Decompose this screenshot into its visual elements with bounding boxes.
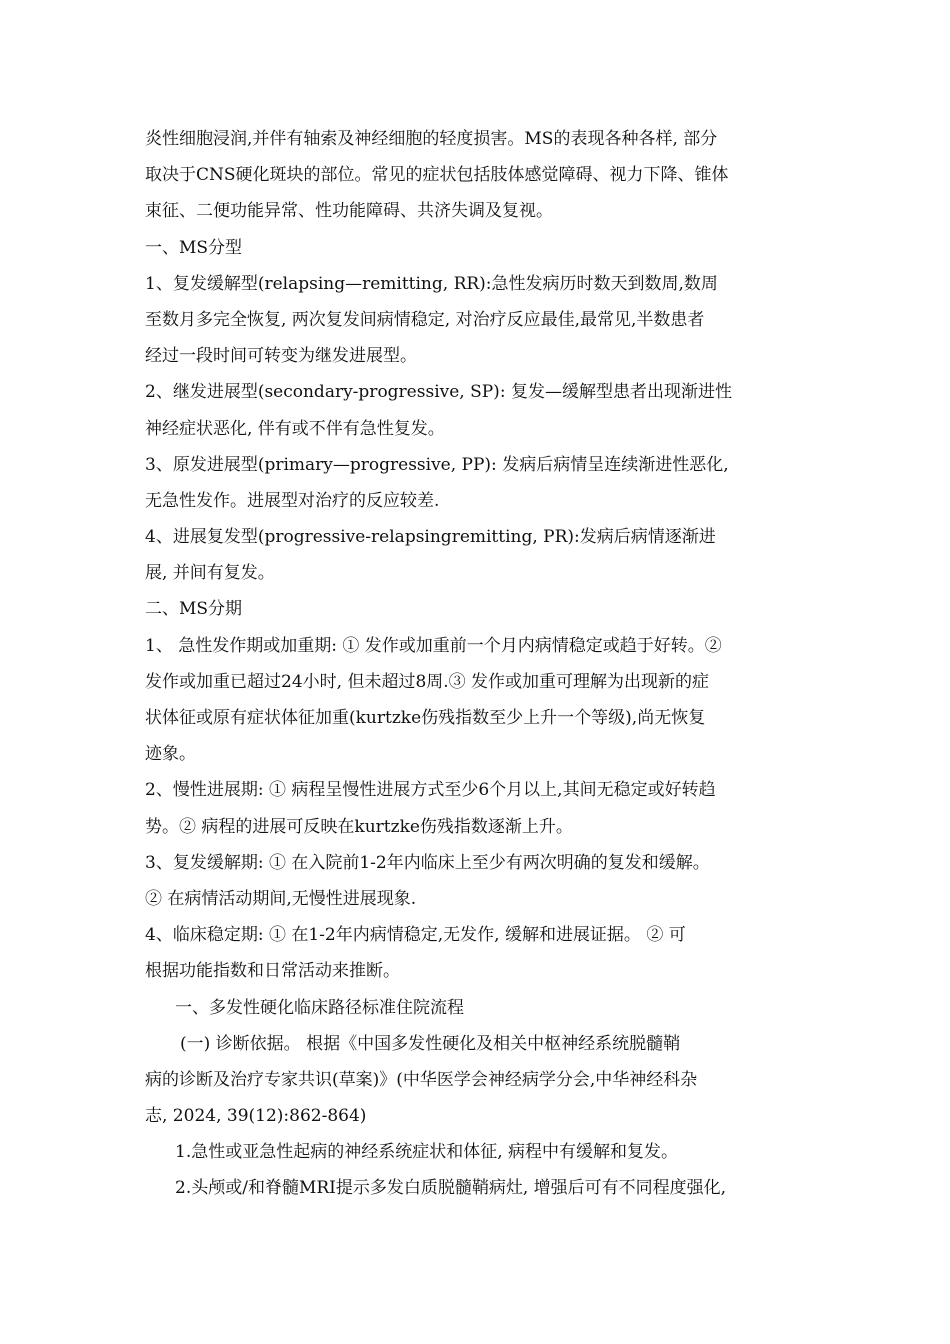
section-heading-clinical-pathway: 一、多发性硬化临床路径标准住院流程 bbox=[175, 997, 464, 1018]
body-text-line: 经过一段时间可转变为继发进展型。 bbox=[145, 346, 417, 367]
body-text-line: 至数月多完全恢复, 两次复发间病情稳定, 对治疗反应最佳,最常见,半数患者 bbox=[145, 309, 705, 330]
document-body bbox=[145, 121, 815, 1207]
subsection-heading-diagnosis: (一) 诊断依据。 根据《中国多发性硬化及相关中枢神经系统脱髓鞘 bbox=[180, 1033, 681, 1054]
body-text-line: 志, 2024, 39(12):862-864) bbox=[145, 1106, 367, 1127]
body-text-line: 病的诊断及治疗专家共识(草案)》(中华医学会神经病学分会,中华神经科杂 bbox=[145, 1069, 698, 1090]
body-text-line: 取决于CNS硬化斑块的部位。常见的症状包括肢体感觉障碍、视力下降、锥体 bbox=[145, 165, 729, 186]
body-text-line: 束征、二便功能异常、性功能障碍、共济失调及复视。 bbox=[145, 201, 553, 222]
body-text-line: 根据功能指数和日常活动来推断。 bbox=[145, 961, 400, 982]
list-item-stage-4: 4、临床稳定期: ① 在1-2年内病情稳定,无发作, 缓解和进展证据。 ② 可 bbox=[145, 925, 686, 946]
body-text-line: ② 在病情活动期间,无慢性进展现象. bbox=[145, 888, 417, 909]
body-text-line: 无急性发作。进展型对治疗的反应较差. bbox=[145, 490, 440, 511]
list-item-stage-3: 3、复发缓解期: ① 在入院前1-2年内临床上至少有两次明确的复发和缓解。 bbox=[145, 852, 710, 873]
list-item-stage-1: 1、 急性发作期或加重期: ① 发作或加重前一个月内病情稳定或趋于好转。② bbox=[145, 635, 722, 656]
section-heading-ms-stages: 二、MS分期 bbox=[145, 599, 243, 620]
body-text-line: 神经症状恶化, 伴有或不伴有急性复发。 bbox=[145, 418, 445, 439]
body-text-line: 迹象。 bbox=[145, 744, 196, 765]
list-item-type-2: 2、继发进展型(secondary-progressive, SP): 复发—缓解型患者出现渐进性 bbox=[145, 382, 732, 403]
list-item-stage-2: 2、慢性进展期: ① 病程呈慢性进展方式至少6个月以上,其间无稳定或好转趋 bbox=[145, 780, 716, 801]
list-item-type-3: 3、原发进展型(primary—progressive, PP): 发病后病情呈连续渐进性恶化, bbox=[145, 454, 729, 475]
section-heading-ms-types: 一、MS分型 bbox=[145, 237, 243, 258]
body-text-line: 势。② 病程的进展可反映在kurtzke伤残指数逐渐上升。 bbox=[145, 816, 573, 837]
body-text-line: 炎性细胞浸润,并伴有轴索及神经细胞的轻度损害。MS的表现各种各样, 部分 bbox=[145, 129, 718, 149]
body-text-line: 状体征或原有症状体征加重(kurtzke伤残指数至少上升一个等级),尚无恢复 bbox=[145, 708, 706, 728]
body-text-line: 发作或加重已超过24小时, 但未超过8周.③ 发作或加重可理解为出现新的症 bbox=[145, 671, 710, 692]
body-text-line: 展, 并间有复发。 bbox=[145, 563, 275, 584]
list-item-type-4: 4、进展复发型(progressive-relapsingremitting, PR):发病后病情逐渐进 bbox=[145, 527, 716, 548]
list-item-criterion-1: 1.急性或亚急性起病的神经系统症状和体征, 病程中有缓解和复发。 bbox=[175, 1142, 679, 1163]
list-item-type-1: 1、复发缓解型(relapsing—remitting, RR):急性发病历时数天到数周,数周 bbox=[145, 273, 718, 294]
list-item-criterion-2: 2.头颅或/和脊髓MRI提示多发白质脱髓鞘病灶, 增强后可有不同程度强化, bbox=[175, 1178, 727, 1199]
